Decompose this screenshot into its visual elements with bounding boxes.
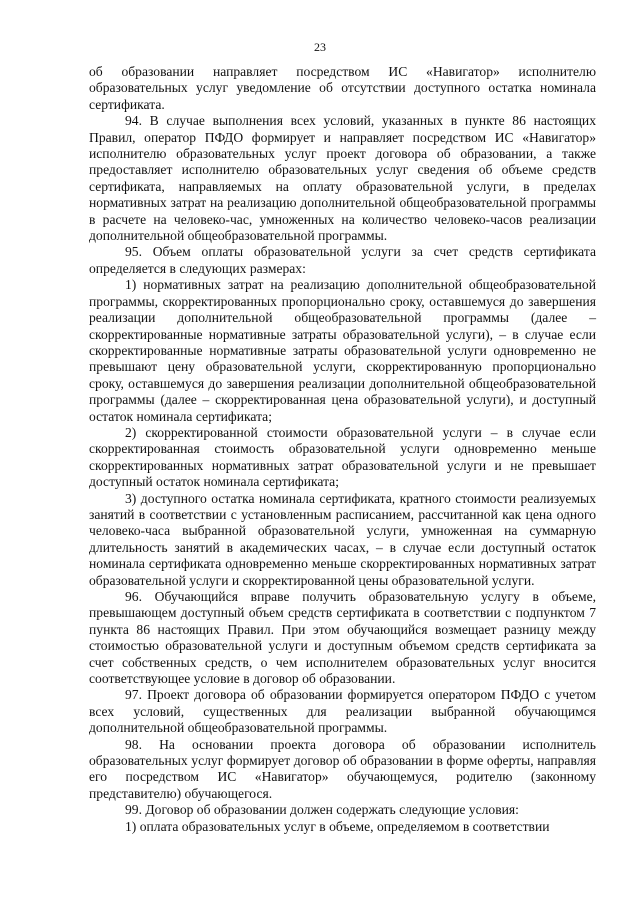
paragraph-99-item-1: 1) оплата образовательных услуг в объеме, определяемом в соответствии — [125, 818, 550, 834]
paragraph-97: 97. Проект договора об образовании формируется оператором ПФДО с учетом всех условий, существенных для реализации выбранной обучающимся дополнительной общеобразовательной программы. — [89, 687, 596, 736]
paragraph-96: 96. Обучающийся вправе получить образовательную услугу в объеме, превышающем доступный объем средств сертификата в соответствии с подпунктом 7 пункта 86 настоящих Правил. При этом обучающийся возмещает разницу между стоимостью образовательной услуги и доступным объемом средств сертификата за счет собственных средств, о чем исполнителем образовательных услуг вносится соответствующее условие в договор об образовании. — [89, 589, 596, 687]
paragraph-99: 99. Договор об образовании должен содержать следующие условия: — [125, 802, 519, 818]
paragraph-98: 98. На основании проекта договора об образовании исполнитель образовательных услуг формирует договор об образовании в форме оферты, направляя его посредством ИС «Навигатор» обучающемуся, родителю (законному представителю) обучающегося. — [89, 736, 596, 801]
paragraph-95-item-3: 3) доступного остатка номинала сертификата, кратного стоимости реализуемых занятий в соответствии с установленным расписанием, рассчитанной как цена одного человеко-часа выбранной образовательной услуги, умноженная на суммарную длительность занятий в академических часах, – в случае если доступный остаток номинала сертификата одновременно меньше скорректированных нормативных затрат образовательной услуги и скорректированной цены образовательной услуги. — [89, 490, 596, 588]
paragraph-95-item-2: 2) скорректированной стоимости образовательной услуги – в случае если скорректированная стоимость образовательной услуги одновременно меньше скорректированных нормативных затрат образовательной услуги и не превышает доступный остаток номинала сертификата; — [89, 424, 596, 490]
paragraph-95: 95. Объем оплаты образовательной услуги за счет средств сертификата определяется в следующих размерах: — [89, 244, 596, 276]
document-body — [89, 64, 596, 835]
page-number: 23 — [314, 40, 326, 54]
paragraph-95-item-1: 1) нормативных затрат на реализацию дополнительной общеобразовательной программы, скорректированных пропорционально сроку, оставшемуся до завершения реализации дополнительной общеобразовательной программы (далее – скорректированные нормативные затраты образовательной услуги), – в случае если скорректированные нормативные затраты образовательной услуги одновременно не превышают цену образовательной услуги, скорректированную пропорционально сроку, оставшемуся до завершения реализации дополнительной общеобразовательной программы (далее – скорректированная цена образовательной услуги), и доступный остаток номинала сертификата; — [89, 277, 596, 424]
paragraph-94: 94. В случае выполнения всех условий, указанных в пункте 86 настоящих Правил, оператор ПФДО формирует и направляет посредством ИС «Навигатор» исполнителю образовательных услуг проект договора об образовании, а также предоставляет исполнителю образовательных услуг сведения об объеме средств сертификата, направляемых на оплату образовательной услуги, в пределах нормативных затрат на реализацию дополнительной общеобразовательной программы в расчете на человеко-час, умноженных на количество человеко-часов реализации дополнительной общеобразовательной программы. — [89, 113, 596, 244]
paragraph-continuation: об образовании направляет посредством ИС «Навигатор» исполнителю образовательных услуг уведомление об отсутствии доступного остатка номинала сертификата. — [89, 64, 596, 112]
